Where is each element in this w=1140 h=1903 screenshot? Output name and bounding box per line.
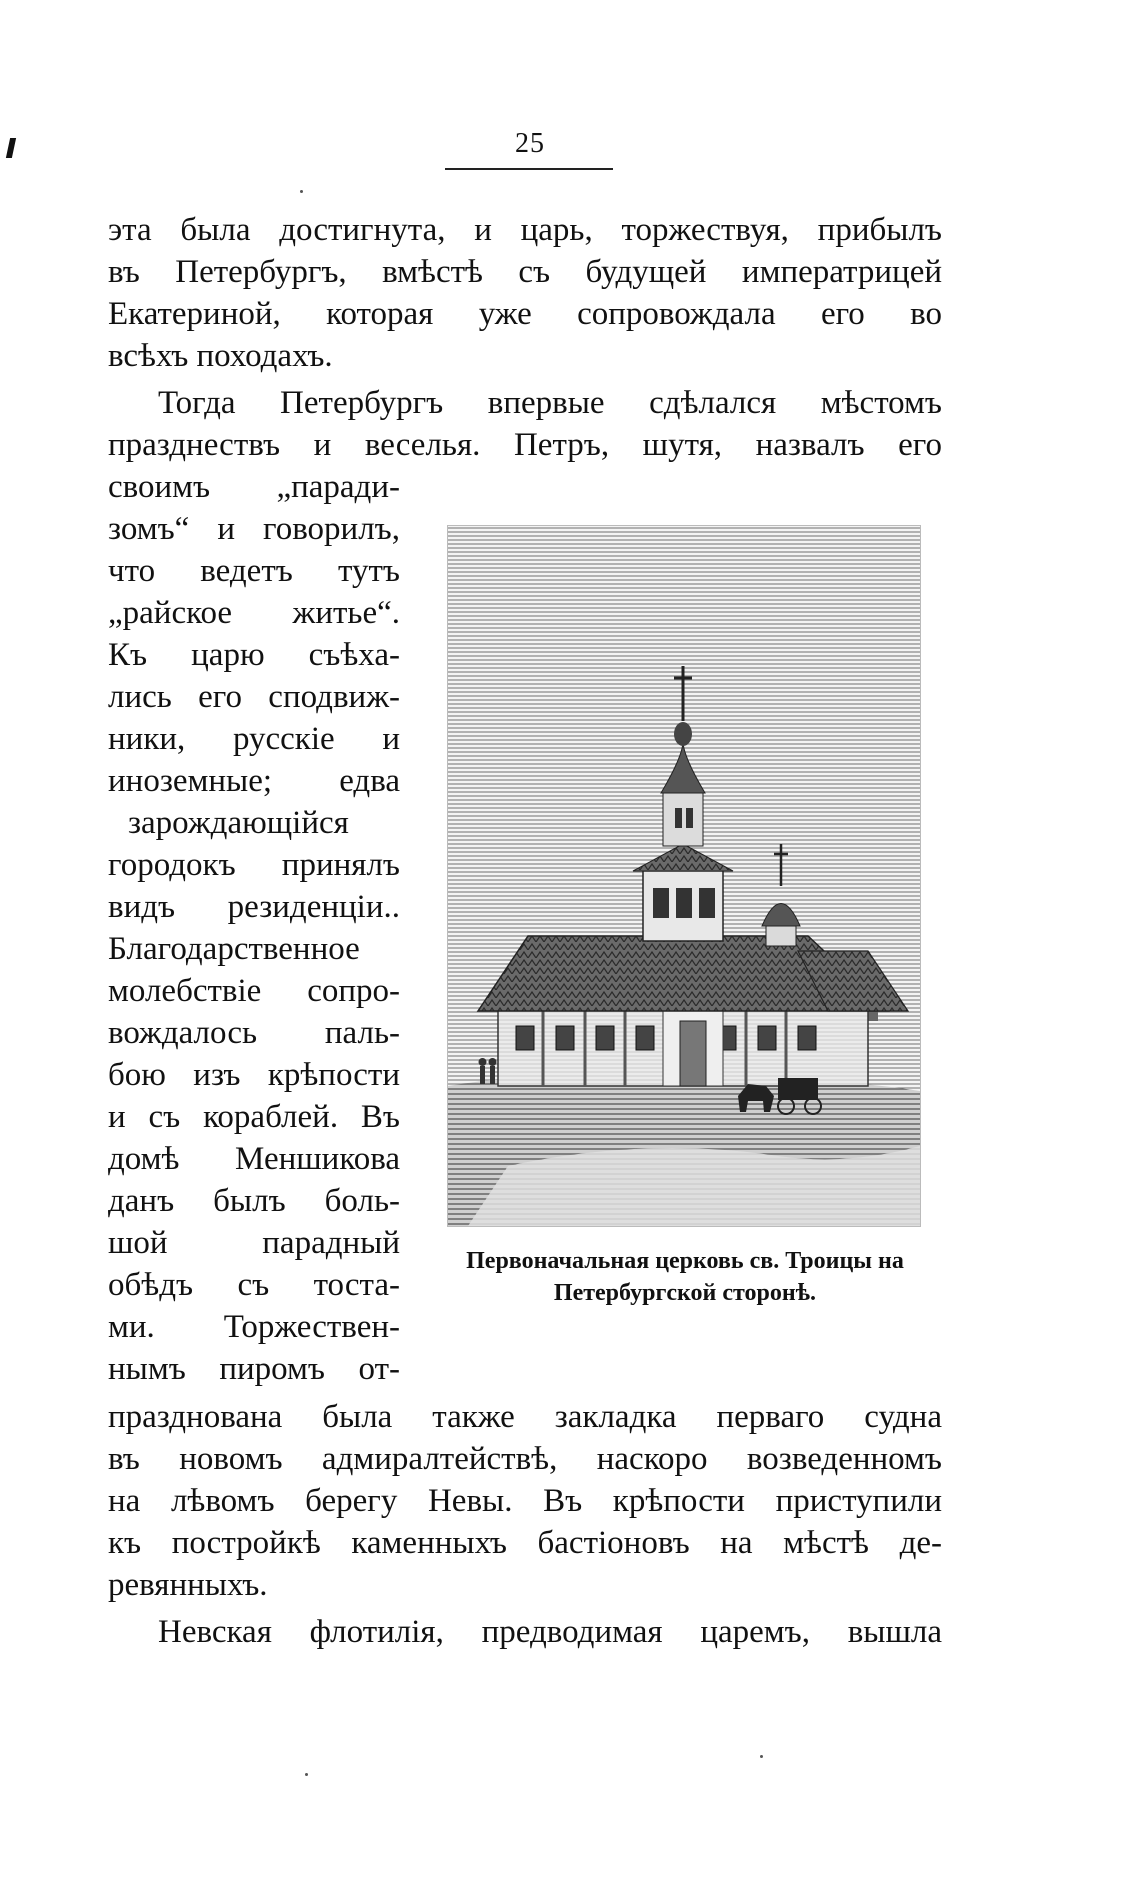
text-line: зарождающійся [128,805,349,841]
text-line: нымъ пиромъ от- [108,1351,400,1387]
text-line: своимъ „паради- [108,469,400,505]
text-line: эта была достигнута, и царь, торжествуя, прибылъ [108,212,942,248]
text-line: лись его сподвиж- [108,679,400,715]
text-line: видъ резиденціи.. [108,889,400,925]
text-line: Къ царю съѣха- [108,637,400,673]
page-number: 25 [515,128,545,159]
text-line: Невская флотилія, предводимая царемъ, вышла [158,1614,942,1650]
caption-line: Первоначальная церковь св. Троицы на [466,1248,904,1274]
specks [300,190,303,193]
specks [760,1755,763,1758]
illustration-caption [415,1245,955,1309]
page-number-rule [445,168,613,170]
text-line: въ Петербургъ, вмѣстѣ съ будущей императрицей [108,254,942,290]
text-line: бою изъ крѣпости [108,1057,400,1093]
margin-mark [6,138,16,158]
text-line: городокъ принялъ [108,847,400,883]
text-line: Благодарственное [108,931,360,967]
text-line: иноземные; едва [108,763,400,799]
text-line: Екатериной, которая уже сопровождала его во [108,296,942,332]
text-line: и съ кораблей. Въ [108,1099,400,1135]
text-line: ревянныхъ. [108,1567,268,1603]
text-line: данъ былъ боль- [108,1183,400,1219]
church-engraving [447,525,921,1227]
text-line: вождалось паль- [108,1015,400,1051]
text-line: ми. Торжествен- [108,1309,400,1345]
text-line: всѣхъ походахъ. [108,338,333,374]
text-line: „райское житье“. [108,595,400,631]
text-line: шой парадный [108,1225,400,1261]
caption-line: Петербургской сторонѣ. [553,1280,817,1306]
text-line: молебствіе сопро- [108,973,400,1009]
text-line: обѣдъ съ тоста- [108,1267,400,1303]
text-line: что ведетъ тутъ [108,553,400,589]
text-line: на лѣвомъ берегу Невы. Въ крѣпости приступили [108,1483,942,1519]
specks [305,1773,308,1776]
text-line: ники, русскіе и [108,721,400,757]
text-line: празднована была также закладка перваго судна [108,1399,942,1435]
text-line: зомъ“ и говорилъ, [108,511,400,547]
text-line: къ постройкѣ каменныхъ бастіоновъ на мѣстѣ де- [108,1525,942,1561]
text-line: Тогда Петербургъ впервые сдѣлался мѣстомъ [158,385,942,421]
text-line: въ новомъ адмиралтействѣ, наскоро возведенномъ [108,1441,942,1477]
text-line: домѣ Меншикова [108,1141,400,1177]
text-line: празднествъ и веселья. Петръ, шутя, назвалъ его [108,427,942,463]
